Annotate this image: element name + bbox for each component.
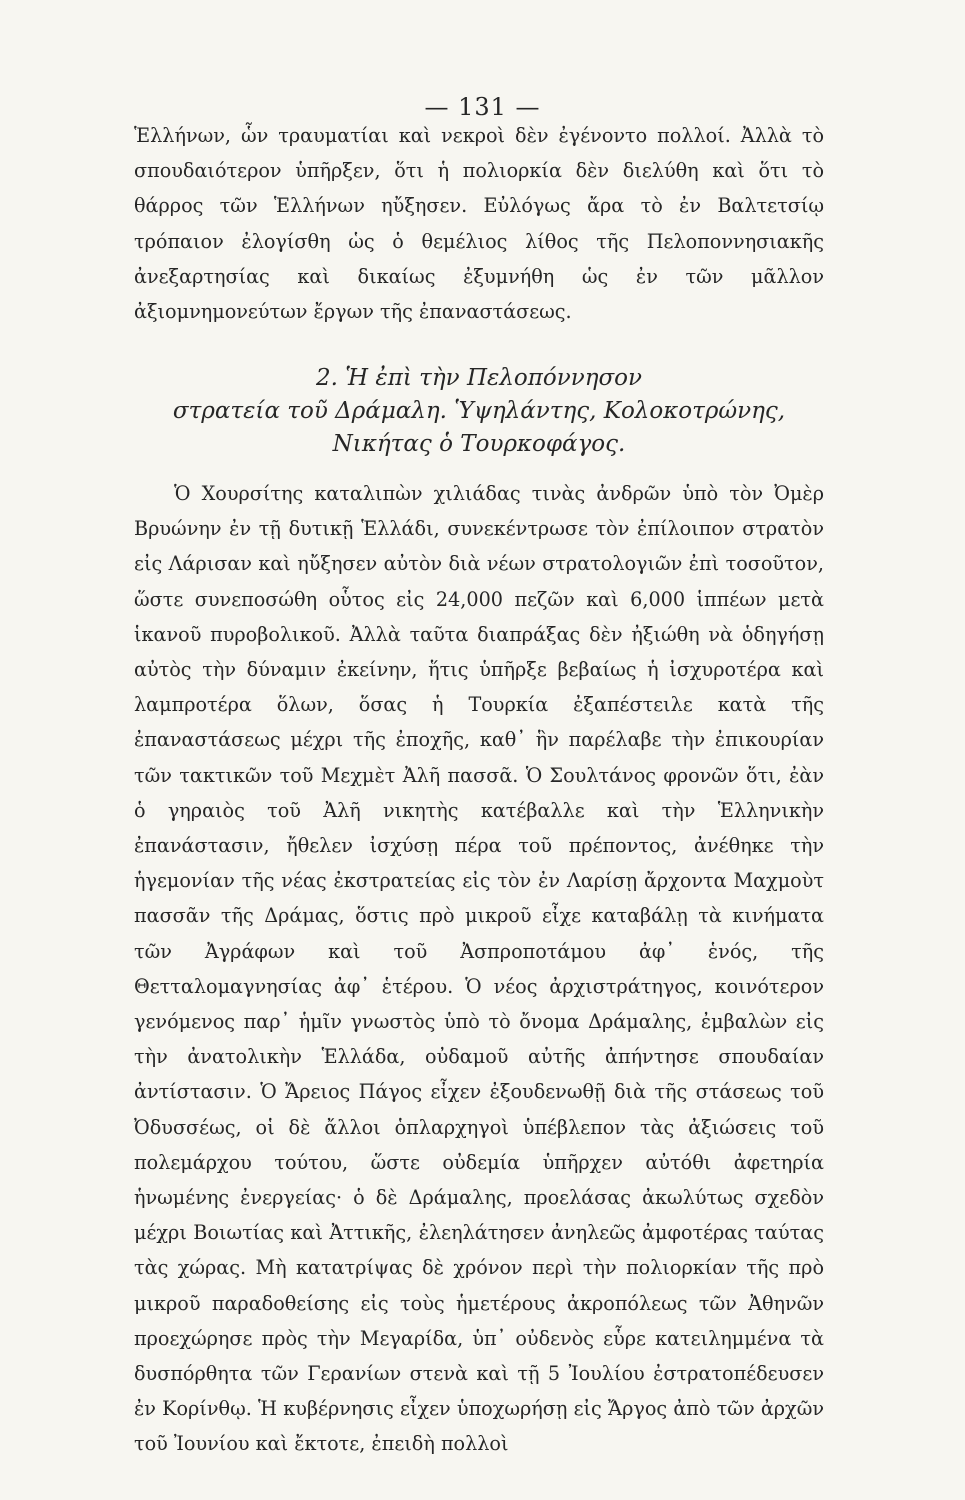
- heading-line-2: στρατεία τοῦ Δράμαλη. Ὑψηλάντης, Κολοκοτρώνης,: [172, 398, 786, 424]
- paragraph-top: [134, 118, 824, 329]
- heading-line-1: 2. Ἡ ἐπὶ τὴν Πελοπόννησον: [315, 365, 643, 391]
- heading-line-3: Νικήτας ὁ Τουρκοφάγος.: [332, 431, 626, 457]
- page-number: — 131 —: [424, 93, 541, 121]
- section-heading: [134, 362, 824, 461]
- paragraph-main-text: Ὁ Χουρσίτης καταλιπὼν χιλιάδας τινὰς ἀνδρῶν ὑπὸ τὸν Ὀμὲρ Βρυώνην ἐν τῇ δυτικῇ Ἑλλάδι, συνεκέντρωσε τὸν ἐπίλοιπον στρατὸν εἰς Λάρισαν καὶ ηὔξησεν αὐτὸν διὰ νέων στρατολογιῶν ἐπὶ τοσοῦτον, ὥστε συνεποσώθη οὗτος εἰς 24,000 πεζῶν καὶ 6,000 ἱππέων μετὰ ἱκανοῦ πυροβολικοῦ. Ἀλλὰ ταῦτα διαπράξας δὲν ἠξιώθη νὰ ὁδηγήσῃ αὐτὸς τὴν δύναμιν ἐκείνην, ἥτις ὑπῆρξε βεβαίως ἡ ἰσχυροτέρα καὶ λαμπροτέρα ὅλων, ὅσας ἡ Τουρκία ἐξαπέστειλε κατὰ τῆς ἐπαναστάσεως μέχρι τῆς ἐποχῆς, καθ᾽ ἣν παρέλαβε τὴν ἐπικουρίαν τῶν τακτικῶν τοῦ Μεχμὲτ Ἀλῆ πασσᾶ. Ὁ Σουλτάνος φρονῶν ὅτι, ἐὰν ὁ γηραιὸς τοῦ Ἀλῆ νικητὴς κατέβαλλε καὶ τὴν Ἑλληνικὴν ἐπανάστασιν, ἤθελεν ἰσχύσῃ πέρα τοῦ πρέποντος, ἀνέθηκε τὴν ἡγεμονίαν τῆς νέας ἐκστρατείας εἰς τὸν ἐν Λαρίσῃ ἄρχοντα Μαχμοὺτ πασσᾶν τῆς Δράμας, ὅστις πρὸ μικροῦ εἶχε καταβάλῃ τὰ κινήματα τῶν Ἀγράφων καὶ τοῦ Ἀσπροποτάμου ἀφ᾽ ἑνός, τῆς Θετταλομαγνησίας ἀφ᾽ ἑτέρου. Ὁ νέος ἀρχιστράτηγος, κοινότερον γενόμενος παρ᾽ ἡμῖν γνωστὸς ὑπὸ τὸ ὄνομα Δράμαλης, ἐμβαλὼν εἰς τὴν ἀνατολικὴν Ἑλλάδα, οὐδαμοῦ αὐτῆς ἀπήντησε σπουδαίαν ἀντίστασιν. Ὁ Ἄρειος Πάγος εἶχεν ἐξουδενωθῇ διὰ τῆς στάσεως τοῦ Ὀδυσσέως, οἱ δὲ ἄλλοι ὁπλαρχηγοὶ ὑπέβλεπον τὰς ἀξιώσεις τοῦ πολεμάρχου τούτου, ὥστε οὐδεμία ὑπῆρχεν αὐτόθι ἀφετηρία ἡνωμένης ἐνεργείας· ὁ δὲ Δράμαλης, προελάσας ἀκωλύτως σχεδὸν μέχρι Βοιωτίας καὶ Ἀττικῆς, ἐλεηλάτησεν ἀνηλεῶς ἀμφοτέρας ταύτας τὰς χώρας. Μὴ κατατρίψας δὲ χρόνον περὶ τὴν πολιορκίαν τῆς πρὸ μικροῦ παραδοθείσης εἰς τοὺς ἡμετέρους ἀκροπόλεως τῶν Ἀθηνῶν προεχώρησε πρὸς τὴν Μεγαρίδα, ὑπ᾽ οὐδενὸς εὗρε κατειλημμένα τὰ δυσπόρθητα τῶν Γερανίων στενὰ καὶ τῇ 5 Ἰουλίου ἐστρατοπέδευσεν ἐν Κορίνθῳ. Ἡ κυβέρνησις εἶχεν ὑποχωρήσῃ εἰς Ἄργος ἀπὸ τῶν ἀρχῶν τοῦ Ἰουνίου καὶ ἔκτοτε, ἐπειδὴ πολλοὶ: [134, 482, 824, 1456]
- paragraph-top-text: Ἑλλήνων, ὧν τραυματίαι καὶ νεκροὶ δὲν ἐγένοντο πολλοί. Ἀλλὰ τὸ σπουδαιότερον ὑπῆρξεν, ὅτι ἡ πολιορκία δὲν διελύθη καὶ ὅτι τὸ θάρρος τῶν Ἑλλήνων ηὔξησεν. Εὐλόγως ἄρα τὸ ἐν Βαλτετσίῳ τρόπαιον ἐλογίσθη ὡς ὁ θεμέλιος λίθος τῆς Πελοποννησιακῆς ἀνεξαρτησίας καὶ δικαίως ἐξυμνήθη ὡς ἐν τῶν μᾶλλον ἀξιομνημονεύτων ἔργων τῆς ἐπαναστάσεως.: [134, 124, 824, 324]
- paragraph-main: [134, 476, 824, 1462]
